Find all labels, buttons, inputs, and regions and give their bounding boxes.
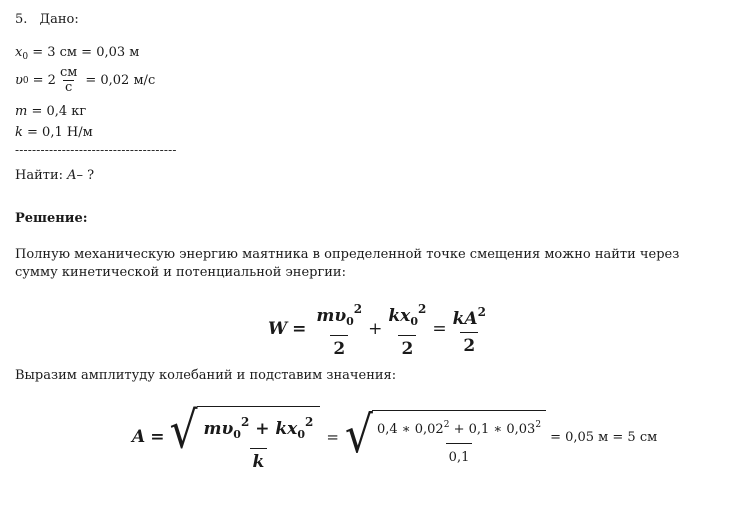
- potential-term: [385, 298, 429, 360]
- paragraph-1-line-1: Полную механическую энергию маятника в определенной точке смещения можно найти через: [15, 247, 680, 262]
- problem-header: [15, 12, 79, 27]
- superscript: 2: [353, 302, 363, 316]
- superscript: 2: [477, 305, 486, 319]
- numeric-term-a: 0,4 ∗ 0,02: [376, 422, 444, 437]
- amplitude-term: [450, 301, 489, 357]
- find-rest: – ?: [76, 168, 95, 183]
- paragraph-1-line-2: сумму кинетической и потенциальной энергии:: [15, 265, 346, 280]
- denominator: 2: [398, 335, 416, 360]
- v0-unit-fraction: [58, 66, 79, 95]
- final-result: = 0,05 м = 5 см: [550, 429, 658, 445]
- k-symbol: k: [15, 125, 23, 140]
- equals-sign: =: [432, 319, 447, 339]
- v0-result: = 0,02 м/с: [85, 73, 156, 88]
- energy-formula: [268, 298, 491, 360]
- x-subscript: 0: [22, 52, 29, 62]
- symbolic-radicand: [197, 406, 321, 473]
- subscript: 0: [346, 315, 354, 328]
- separator-line: --------------------------------------: [15, 143, 177, 157]
- symbolic-fraction: [201, 411, 317, 473]
- given-x0: [15, 45, 139, 62]
- v0-eq: = 2: [32, 73, 56, 88]
- kinetic-term: [313, 298, 365, 360]
- superscript: 2: [304, 414, 314, 429]
- v-subscript: 0: [22, 75, 29, 86]
- x-symbol: x: [15, 45, 23, 60]
- sqrt-icon: √: [169, 400, 198, 460]
- v-symbol: υ: [15, 73, 23, 88]
- kinetic-numerator: mυ: [316, 306, 347, 326]
- superscript: 2: [417, 302, 427, 316]
- fraction-denominator: с: [65, 80, 73, 95]
- equals-sign: =: [150, 427, 165, 447]
- m-symbol: m: [15, 104, 28, 119]
- find-label: Найти:: [15, 168, 63, 183]
- problem-number: 5.: [15, 12, 28, 27]
- term-b: kx: [275, 418, 298, 439]
- potential-numerator: kx: [388, 306, 411, 326]
- solution-heading: Решение:: [15, 211, 88, 226]
- given-k: [15, 125, 93, 140]
- subscript: 0: [297, 427, 305, 441]
- equals-sign: =: [326, 428, 339, 446]
- superscript: 2: [240, 414, 250, 429]
- superscript: 2: [443, 420, 450, 430]
- denominator: k: [250, 448, 268, 473]
- fraction-numerator: см: [59, 65, 78, 80]
- given-label: Дано:: [39, 12, 79, 27]
- numeric-term-b: + 0,1 ∗ 0,03: [449, 422, 536, 437]
- find-symbol: A: [67, 168, 77, 183]
- k-value: = 0,1 Н/м: [27, 125, 93, 140]
- denominator: 2: [460, 332, 478, 357]
- numeric-radicand: [372, 410, 546, 468]
- plus-sign: +: [368, 319, 383, 339]
- numeric-denominator: 0,1: [446, 443, 473, 468]
- given-v0: [15, 66, 155, 95]
- amplitude-numerator: kA: [452, 309, 478, 329]
- superscript: 2: [535, 420, 542, 430]
- subscript: 0: [233, 427, 241, 441]
- term-a: mυ: [203, 418, 234, 439]
- amplitude-formula: [132, 402, 657, 472]
- W-symbol: W: [268, 319, 288, 339]
- subscript: 0: [410, 315, 418, 328]
- equals-sign: =: [292, 319, 307, 339]
- paragraph-2: Выразим амплитуду колебаний и подставим значения:: [15, 368, 397, 383]
- numeric-fraction: [374, 415, 544, 468]
- m-value: = 0,4 кг: [31, 104, 87, 119]
- A-symbol: A: [132, 427, 146, 447]
- plus-sign: +: [255, 418, 270, 439]
- sqrt-icon: √: [344, 405, 373, 465]
- x0-value: = 3 см = 0,03 м: [32, 45, 140, 60]
- given-m: [15, 104, 86, 119]
- find-line: [15, 168, 94, 183]
- denominator: 2: [330, 335, 348, 360]
- numeric-sqrt: [345, 406, 546, 468]
- symbolic-sqrt: [169, 402, 320, 473]
